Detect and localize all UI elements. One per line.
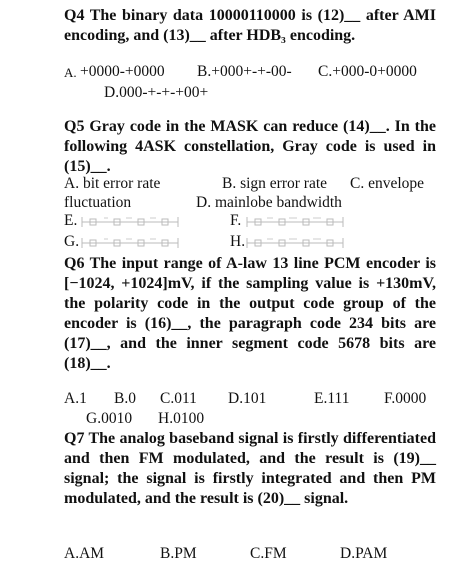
q7-option-c: C.FM: [250, 545, 287, 562]
constellation-f-figure: [245, 215, 345, 228]
q5-option-a: A. bit error rate: [64, 175, 161, 192]
q6-option-h: H.0100: [158, 410, 205, 427]
q4-option-b: B.+000+-+-00-: [197, 63, 292, 80]
q7-option-b: B.PM: [160, 545, 197, 562]
q6-option-d: D.101: [228, 390, 267, 407]
q6-option-c: C.011: [160, 390, 197, 407]
q5-option-g-label: G.: [64, 233, 80, 250]
q6-option-b: B.0: [114, 390, 136, 407]
question-4-text: Q4 The binary data 10000110000 is (12)__ after AMI encoding, and (13)__ after HDB₃ encoding.: [64, 7, 436, 44]
constellation-h-figure: [245, 236, 345, 249]
q4-option-d: D.000-+-+-+00+: [104, 84, 209, 101]
q5-option-h-label: H.: [230, 233, 246, 250]
question-6-text: Q6 The input range of A-law 13 line PCM encoder is [−1024, +1024]mV, if the sampling value is +130mV, the polarity code in the output code group of the encoder is (16)__, the paragraph code 234 bits are (17)__, and the inner segment code 5678 bits are (18)__.: [64, 255, 436, 372]
q5-option-e-constellation: [80, 215, 180, 228]
q5-option-g-constellation: [80, 236, 180, 249]
q6-option-a: A.1: [64, 390, 87, 407]
q6-option-f: F.0000: [384, 390, 427, 407]
q4-option-a-letter: A.: [64, 65, 77, 80]
q6-option-e: E.111: [314, 390, 350, 407]
q6-option-g: G.0010: [86, 410, 133, 427]
q5-option-b: B. sign error rate: [222, 175, 328, 192]
question-5-text: Q5 Gray code in the MASK can reduce (14)__. In the following 4ASK constellation, Gray code is used in (15)__.: [64, 118, 436, 175]
q5-option-h-constellation: [245, 236, 345, 249]
q5-option-c-cont: fluctuation: [64, 194, 132, 211]
q7-option-a: A.AM: [64, 545, 105, 562]
q5-option-d: D. mainlobe bandwidth: [196, 194, 342, 211]
q4-option-a: +0000-+0000: [80, 63, 165, 80]
q4-option-c: C.+000-0+0000: [318, 63, 417, 80]
constellation-e-figure: [80, 215, 180, 228]
q7-option-d: D.PAM: [340, 545, 388, 562]
constellation-g-figure: [80, 236, 180, 249]
q5-option-e-label: E.: [64, 212, 78, 229]
question-7-text: Q7 The analog baseband signal is firstly differentiated and then FM modulated, and the result is (19)__ signal; the signal is firstly integrated and then PM modulated, and the result is (20)__ signal.: [64, 430, 436, 507]
q5-option-f-constellation: [245, 215, 345, 228]
q5-option-f-label: F.: [230, 212, 242, 229]
q5-option-c: C. envelope: [350, 175, 425, 192]
